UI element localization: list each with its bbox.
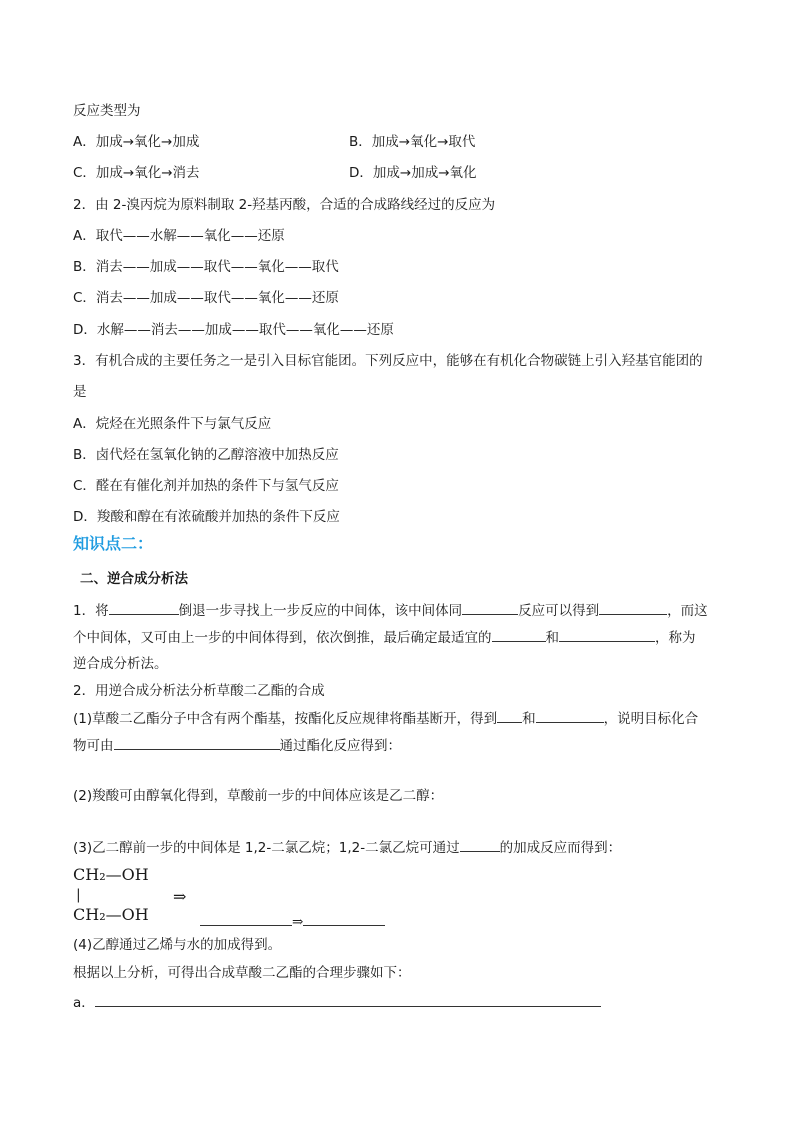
p2-s1-e: 通过酯化反应得到： [279, 738, 401, 754]
p1-line3: 逆合成分析法。 [73, 656, 168, 672]
formula-bond: | [76, 887, 81, 903]
knowledge-point-heading: 知识点二： [73, 534, 154, 553]
q1-option-a: A．加成→氧化→加成 [73, 134, 200, 150]
blank-11[interactable] [303, 911, 385, 926]
arrow-2: ⇒ [292, 914, 304, 930]
blank-1[interactable] [109, 600, 179, 615]
blank-5[interactable] [559, 627, 655, 642]
blank-9[interactable] [460, 837, 500, 852]
blank-10[interactable] [200, 911, 292, 926]
p2-s1-a: (1)草酸二乙酯分子中含有两个酯基，按酯化反应规律将酯基断开，得到 [73, 711, 498, 727]
reaction-chain [200, 911, 385, 932]
q3-stem-line1: 3．有机合成的主要任务之一是引入目标官能团。下列反应中，能够在有机化合物碳链上引入羟基官能团的 [73, 353, 703, 369]
q2-option-d: D．水解——消去——加成——取代——氧化——还原 [73, 322, 394, 338]
p1-line1 [73, 600, 708, 621]
q1-stem-tail: 反应类型为 [73, 103, 141, 119]
blank-3[interactable] [599, 600, 667, 615]
p2-s1-line1 [73, 708, 698, 729]
q1-option-c: C．加成→氧化→消去 [73, 165, 200, 181]
p2-s1-b: 和 [522, 711, 536, 727]
blank-7[interactable] [536, 708, 604, 723]
q3-option-d: D．羧酸和醇在有浓硫酸并加热的条件下反应 [73, 509, 340, 525]
blank-8[interactable] [114, 735, 280, 750]
blank-2[interactable] [462, 600, 518, 615]
p1-line2-c: ，称为 [655, 630, 696, 646]
q2-option-c: C．消去——加成——取代——氧化——还原 [73, 290, 339, 306]
p2-s1-line2 [73, 735, 401, 756]
blank-12[interactable] [95, 992, 601, 1007]
formula-top: CH₂—OH [73, 865, 149, 884]
p1-line2-b: 和 [545, 630, 559, 646]
p2-conclusion: 根据以上分析，可得出合成草酸二乙酯的合理步骤如下： [73, 965, 411, 981]
section-title: 二、逆合成分析法 [80, 571, 188, 587]
p1-text-b: 倒退一步寻找上一步反应的中间体，该中间体同 [178, 603, 463, 619]
p1-text-c: 反应可以得到 [518, 603, 600, 619]
p2-s3 [73, 837, 621, 858]
p2-s3-b: 的加成反应而得到： [499, 840, 622, 856]
p2-s1-d: 物可由 [73, 738, 114, 754]
p1-line2 [73, 627, 696, 648]
p1-text-a: 1．将 [73, 603, 109, 619]
q2-option-b: B．消去——加成——取代——氧化——取代 [73, 259, 339, 275]
p2-s1-c: ，说明目标化合 [603, 711, 699, 727]
p2-s4: (4)乙醇通过乙烯与水的加成得到。 [73, 937, 282, 953]
step-a-label: a． [73, 995, 95, 1011]
q1-option-b: B．加成→氧化→取代 [349, 134, 476, 150]
step-a-line [73, 992, 601, 1013]
p2-title: 2．用逆合成分析法分析草酸二乙酯的合成 [73, 683, 325, 699]
p2-s2: (2)羧酸可由醇氧化得到，草酸前一步的中间体应该是乙二醇： [73, 788, 444, 804]
p1-line2-a: 个中间体，又可由上一步的中间体得到，依次倒推，最后确定最适宜的 [73, 630, 492, 646]
q2-option-a: A．取代——水解——氧化——还原 [73, 228, 285, 244]
q1-option-d: D．加成→加成→氧化 [349, 165, 477, 181]
p2-s3-a: (3)乙二醇前一步的中间体是 1,2-二氯乙烷；1,2-二氯乙烷可通过 [73, 840, 460, 856]
p1-text-d: ，而这 [667, 603, 708, 619]
arrow-1: ⇒ [173, 887, 187, 906]
q3-option-c: C．醛在有催化剂并加热的条件下与氢气反应 [73, 478, 339, 494]
formula-bottom: CH₂—OH [73, 905, 149, 924]
q3-option-b: B．卤代烃在氢氧化钠的乙醇溶液中加热反应 [73, 447, 339, 463]
blank-6[interactable] [497, 708, 522, 723]
q3-stem-line2: 是 [73, 384, 87, 400]
blank-4[interactable] [492, 627, 546, 642]
q3-option-a: A．烷烃在光照条件下与氯气反应 [73, 416, 272, 432]
q2-stem: 2．由 2-溴丙烷为原料制取 2-羟基丙酸，合适的合成路线经过的反应为 [73, 197, 496, 213]
